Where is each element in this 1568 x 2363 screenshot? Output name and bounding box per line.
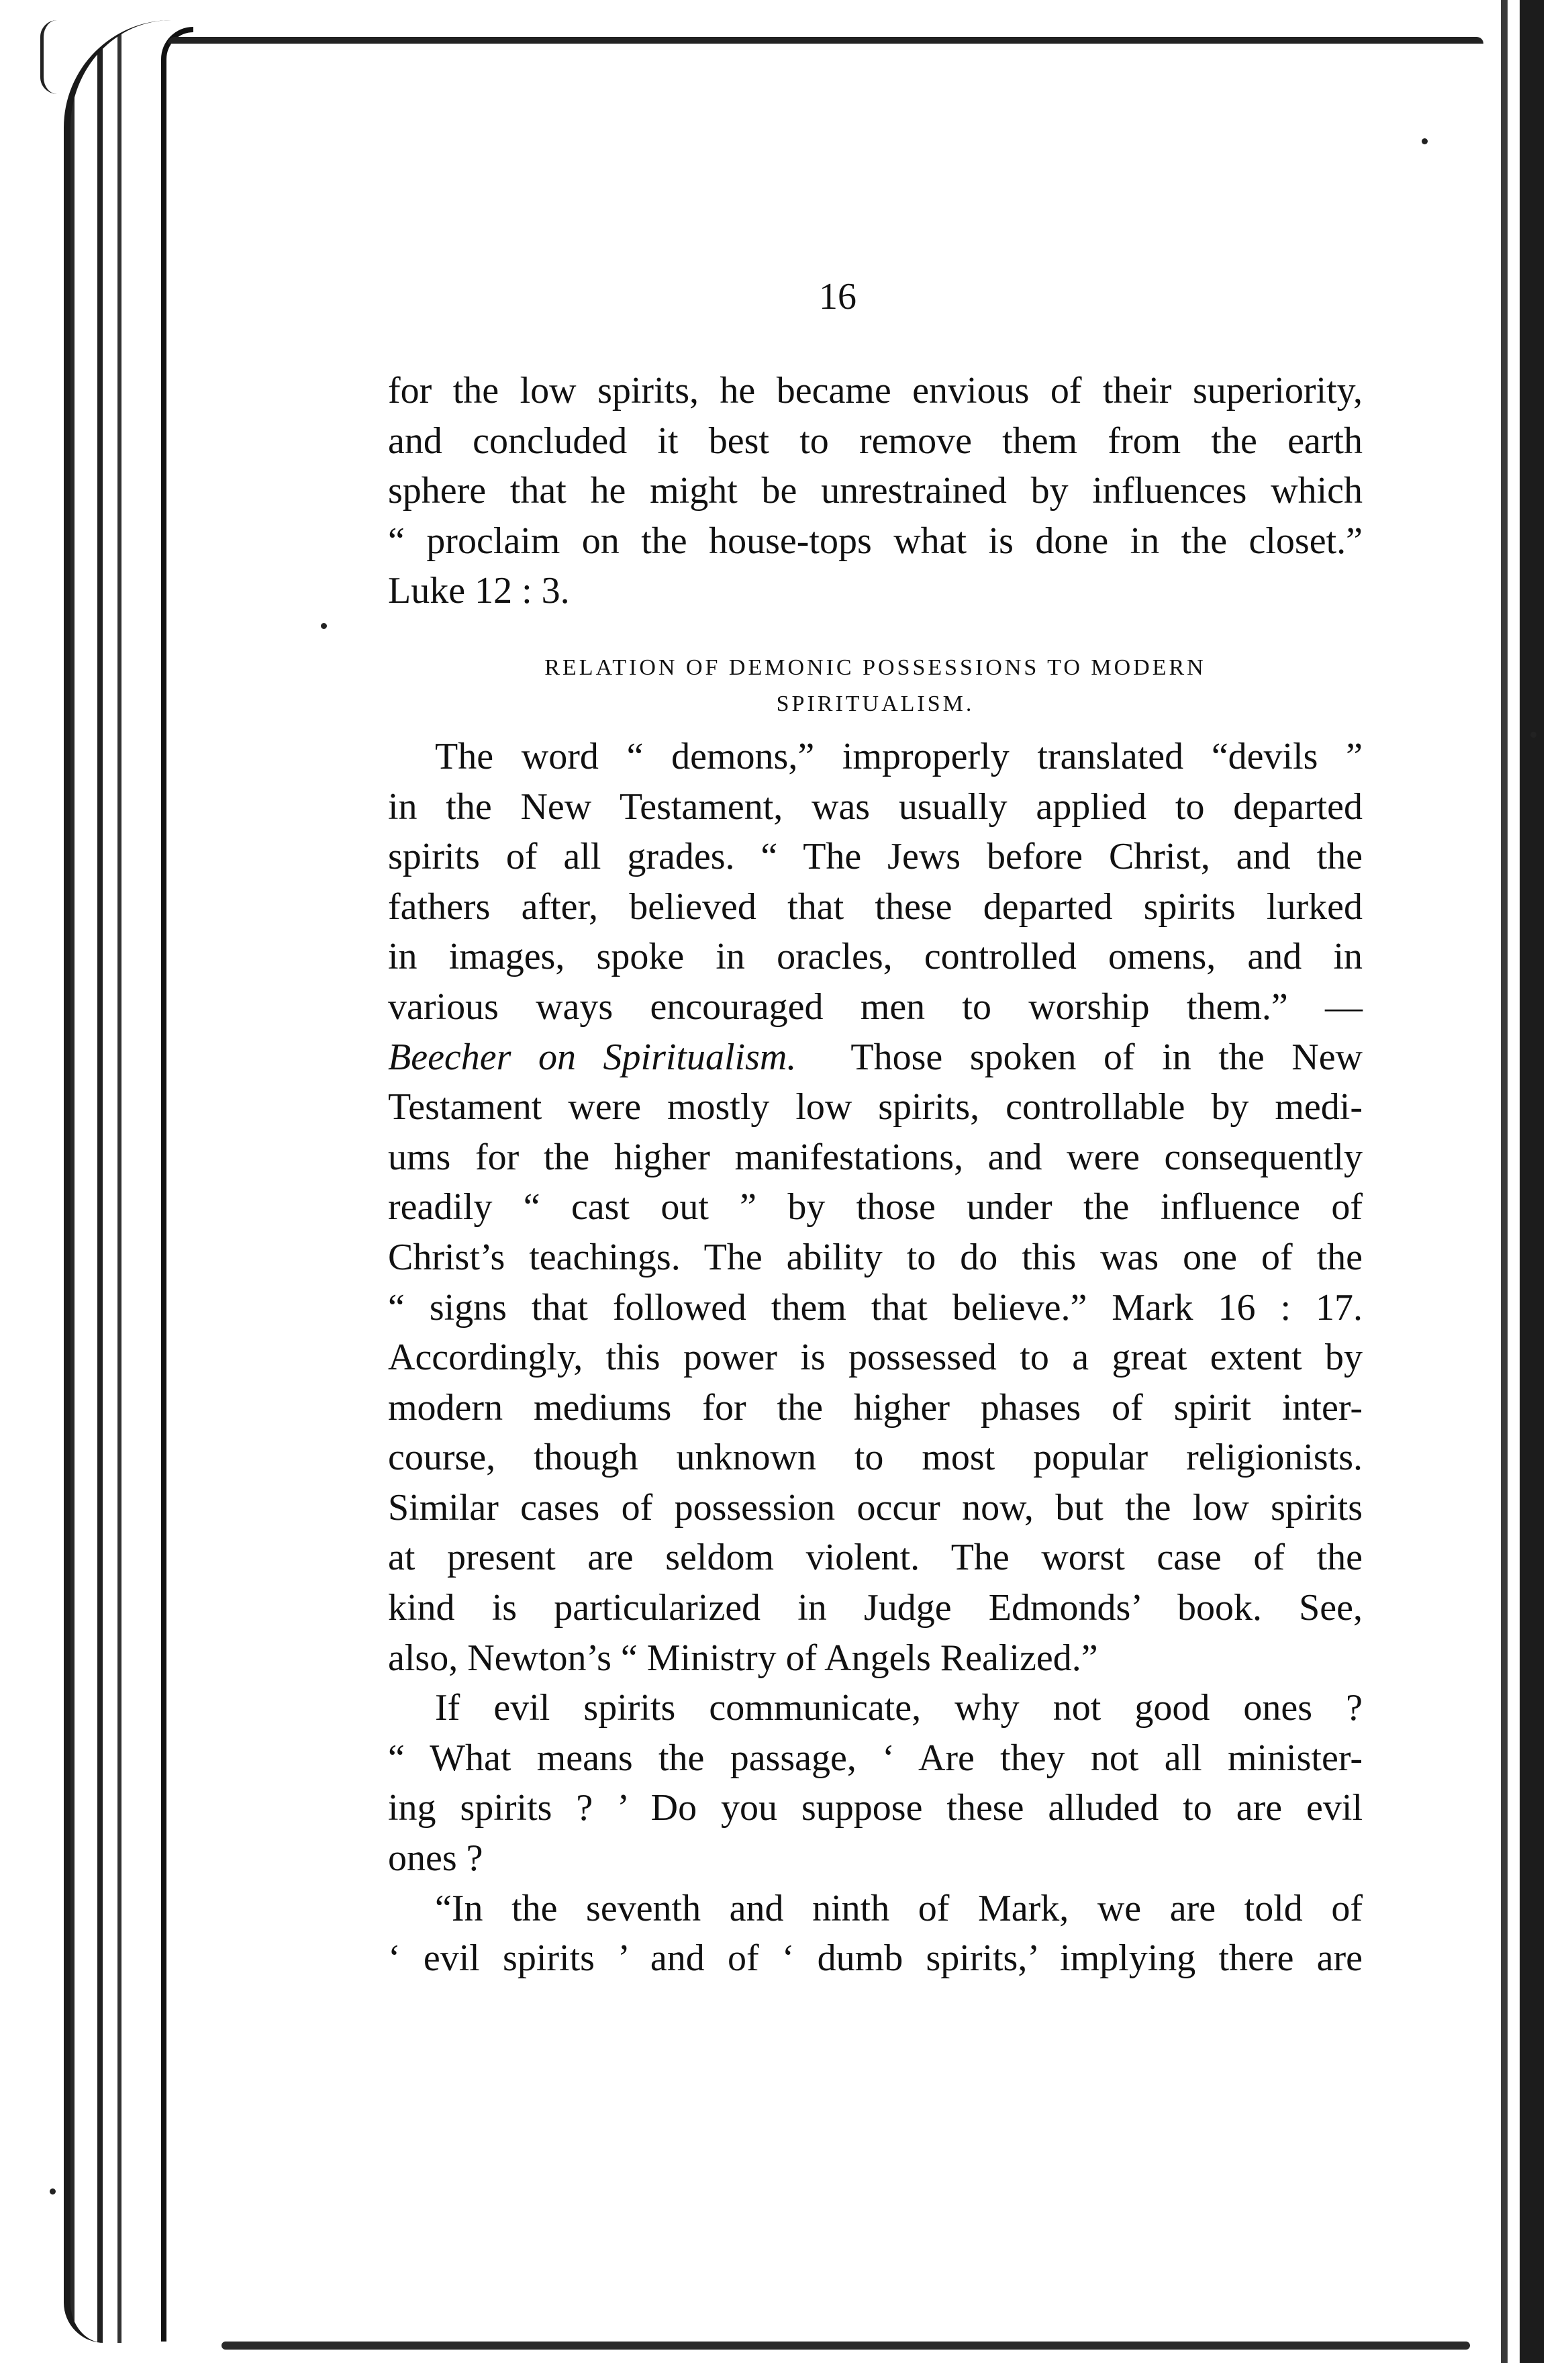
text-line: The word “ demons,” improperly translated “devils ” <box>435 735 1363 777</box>
text-line: in images, spoke in oracles, controlled omens, and in <box>388 936 1363 978</box>
text-line: modern mediums for the higher phases of spirit inter- <box>388 1386 1363 1429</box>
page-left-edge <box>161 27 193 2342</box>
text-line: for the low spirits, he became envious of their superiority, <box>388 370 1363 412</box>
text-line: also, Newton’s “ Ministry of Angels Realized.” <box>388 1637 1098 1679</box>
page-top-edge <box>168 37 1483 44</box>
speck <box>1530 732 1536 738</box>
text-line: “ What means the passage, ‘ Are they not all minister- <box>388 1737 1363 1779</box>
section-heading <box>388 650 1363 722</box>
speck <box>321 623 327 629</box>
paragraph-1 <box>388 366 1363 616</box>
text-line: Christ’s teachings. The ability to do this was one of the <box>388 1236 1363 1278</box>
text-line: course, though unknown to most popular religionists. <box>388 1437 1363 1479</box>
page-number: 16 <box>819 276 856 318</box>
scan-edge-mark <box>40 20 57 94</box>
text-line: Accordingly, this power is possessed to a great extent by <box>388 1337 1363 1379</box>
text-line: various ways encouraged men to worship them.” — <box>388 985 1363 1028</box>
text-line: ums for the higher manifestations, and were consequently <box>388 1136 1363 1178</box>
text-line: kind is particularized in Judge Edmonds’ book. See, <box>388 1587 1363 1629</box>
text-line: and concluded it best to remove them from the earth <box>388 420 1363 462</box>
heading-line: RELATION OF DEMONIC POSSESSIONS TO MODERN <box>544 655 1206 680</box>
text-line: sphere that he might be unrestrained by influences which <box>388 470 1363 512</box>
text-line: at present are seldom violent. The worst case of the <box>388 1537 1363 1579</box>
text-line: ing spirits ? ’ Do you suppose these alluded to are evil <box>388 1787 1363 1829</box>
paragraph-3 <box>388 1683 1363 1883</box>
text-line: in the New Testament, was usually applied to departed <box>388 785 1363 828</box>
text-line: “ signs that followed them that believe.” Mark 16 : 17. <box>388 1286 1363 1329</box>
page-right-inner-edge <box>1501 0 1508 2363</box>
text-fragment: Those spoken of in the New <box>850 1036 1363 1078</box>
page-bottom-edge <box>222 2342 1470 2350</box>
text-line: readily “ cast out ” by those under the influence of <box>388 1186 1363 1228</box>
text-line: “In the seventh and ninth of Mark, we are told of <box>435 1887 1363 1929</box>
citation-italic: Beecher on Spiritualism. <box>388 1036 797 1078</box>
heading-line: SPIRITUALISM. <box>776 691 975 716</box>
text-line: fathers after, believed that these departed spirits lurked <box>388 885 1363 928</box>
text-line: Testament were mostly low spirits, controllable by medi- <box>388 1086 1363 1128</box>
page-right-edge <box>1520 0 1544 2363</box>
text-line: Luke 12 : 3. <box>388 570 570 612</box>
text-line: ones ? <box>388 1837 483 1880</box>
text-line: “ proclaim on the house-tops what is done in the closet.” <box>388 520 1363 562</box>
text-line: spirits of all grades. “ The Jews before Christ, and the <box>388 836 1363 878</box>
speck <box>1422 138 1428 144</box>
text-line: If evil spirits communicate, why not good ones ? <box>435 1687 1363 1729</box>
text-line: Similar cases of possession occur now, but the low spirits <box>388 1486 1363 1529</box>
page-text <box>388 366 1363 1984</box>
text-line-mixed <box>388 1032 1363 1083</box>
speck <box>50 2188 56 2195</box>
text-line: ‘ evil spirits ’ and of ‘ dumb spirits,’ implying there are <box>388 1937 1363 1980</box>
paragraph-4 <box>388 1884 1363 1984</box>
paragraph-2 <box>388 732 1363 1683</box>
